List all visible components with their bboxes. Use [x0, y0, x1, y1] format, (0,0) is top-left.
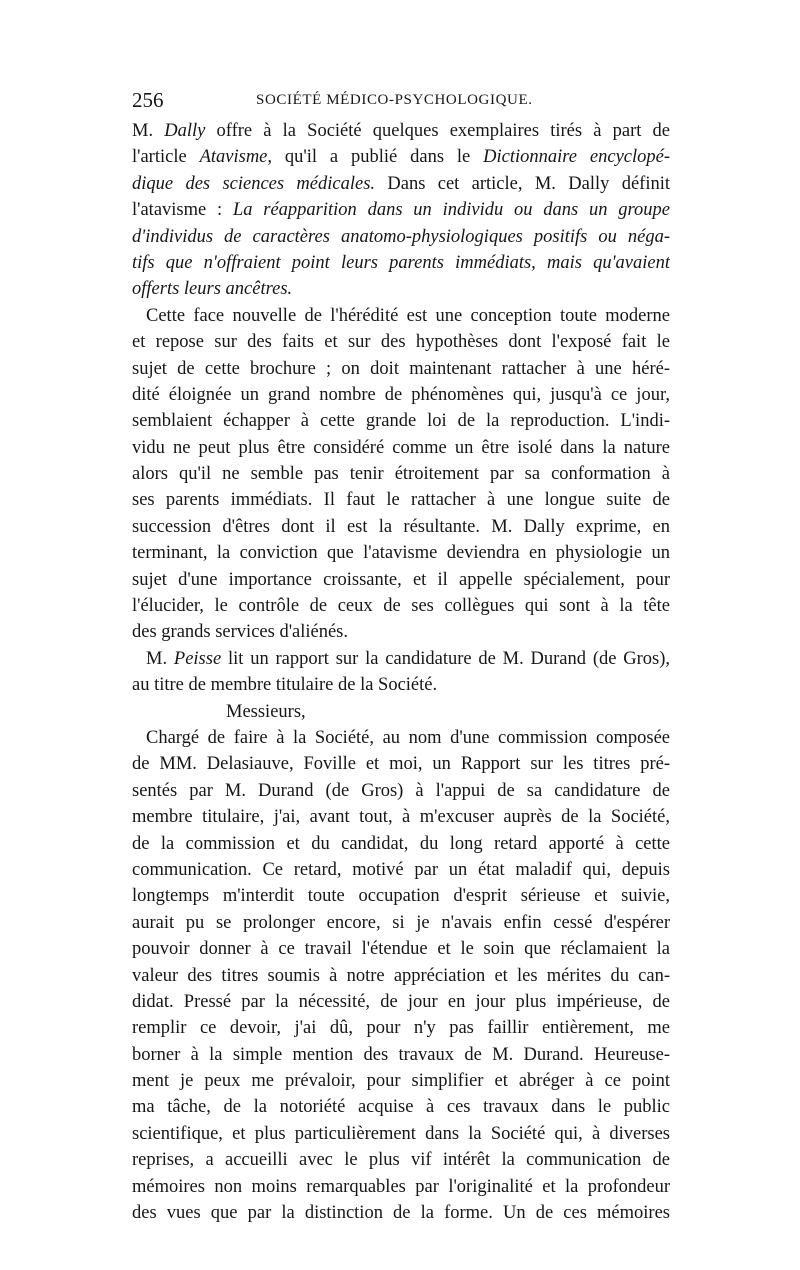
text-run: ses parents immédiats. Il faut le rattacher à une longue suite de: [132, 490, 670, 511]
text-line: [132, 1147, 670, 1173]
text-run: remplir ce devoir, j'ai dû, pour n'y pas faillir entièrement, me: [132, 1018, 670, 1039]
text-run: semblaient échapper à cette grande loi de la reproduction. L'indi-: [132, 411, 670, 432]
text-run: de la commission et du candidat, du long retard apporté à cette: [132, 833, 670, 854]
text-line: [132, 804, 670, 830]
text-line: [132, 1200, 670, 1226]
text-run: mémoires non moins remarquables par l'originalité et la profondeur: [132, 1176, 670, 1197]
text-line: [132, 1174, 670, 1200]
text-run: scientifique, et plus particulièrement dans la Société qui, à diverses: [132, 1123, 670, 1144]
text-line: [132, 1042, 670, 1068]
text-run: lit un rapport sur la candidature de M. Durand (de Gros),: [221, 648, 670, 669]
text-run: des vues que par la distinction de la forme. Un de ces mémoires: [132, 1203, 670, 1224]
italic-text: Dally: [164, 121, 206, 141]
text-line: [132, 356, 670, 382]
text-run: reprises, a accueilli avec le plus vif intérêt la communication de: [132, 1150, 670, 1171]
text-run: aurait pu se prolonger encore, si je n'avais enfin cessé d'espérer: [132, 912, 670, 933]
text-run: ma tâche, de la notoriété acquise à ces travaux dans le public: [132, 1097, 670, 1118]
text-line: [132, 144, 670, 170]
text-run: M.: [146, 648, 174, 669]
text-line: [132, 1121, 670, 1147]
text-line: [132, 382, 670, 408]
text-line: [132, 699, 670, 725]
italic-text: Atavisme,: [199, 147, 273, 168]
text-run: sujet de cette brochure ; on doit maintenant rattacher à une héré-: [132, 358, 670, 379]
text-run: Chargé de faire à la Société, au nom d'une commission composée: [146, 727, 670, 748]
text-line: [132, 461, 670, 487]
text-line: [132, 514, 670, 540]
italic-text: La réapparition dans un individu ou dans un groupe: [232, 200, 670, 221]
text-line: [132, 303, 670, 329]
italic-text: tifs que n'offraient point leurs parents immédiats, mais qu'avaient: [132, 252, 670, 273]
text-line: [132, 329, 670, 355]
italic-text: offerts leurs ancêtres.: [132, 279, 293, 300]
text-line: [132, 883, 670, 909]
text-run: succession d'êtres dont il est la résultante. M. Dally exprime, en: [132, 516, 670, 537]
text-run: Messieurs,: [226, 701, 306, 722]
text-line: [132, 118, 670, 144]
text-line: [132, 408, 670, 434]
text-run: l'article: [132, 147, 200, 168]
text-run: sujet d'une importance croissante, et il appelle spécialement, pour: [132, 569, 670, 590]
page-header: [132, 86, 670, 114]
text-line: [132, 672, 670, 698]
text-line: [132, 197, 670, 223]
text-line: [132, 593, 670, 619]
book-page: [132, 86, 670, 1226]
text-line: [132, 751, 670, 777]
text-line: [132, 276, 670, 302]
text-line: [132, 725, 670, 751]
text-line: [132, 1068, 670, 1094]
text-line: [132, 1094, 670, 1120]
text-line: [132, 224, 670, 250]
italic-text: d'individus de caractères anatomo-physiologiques positifs ou néga-: [132, 226, 670, 247]
text-run: borner à la simple mention des travaux de M. Durand. Heureuse-: [132, 1044, 670, 1065]
text-line: [132, 910, 670, 936]
text-run: l'atavisme :: [132, 200, 233, 221]
text-run: didat. Pressé par la nécessité, de jour en jour plus impérieuse, de: [132, 991, 670, 1012]
text-run: ment je peux me prévaloir, pour simplifier et abréger à ce point: [132, 1071, 670, 1092]
text-run: et repose sur des faits et sur des hypothèses dont l'exposé fait le: [132, 332, 670, 353]
italic-text: dique des sciences médicales.: [132, 173, 376, 194]
text-line: [132, 619, 670, 645]
text-run: qu'il a publié dans le: [272, 147, 484, 168]
text-run: au titre de membre titulaire de la Société.: [132, 675, 438, 696]
text-run: Cette face nouvelle de l'hérédité est une conception toute moderne: [146, 305, 670, 326]
text-run: offre à la Société quelques exemplaires tirés à part de: [205, 121, 670, 141]
text-run: l'élucider, le contrôle de ceux de ses collègues qui sont à la tête: [132, 596, 670, 617]
text-run: membre titulaire, j'ai, avant tout, à m'excuser auprès de la Société,: [132, 807, 670, 828]
italic-text: Peisse: [173, 648, 222, 669]
text-line: [132, 857, 670, 883]
text-line: [132, 1015, 670, 1041]
text-line: [132, 171, 670, 197]
text-run: pouvoir donner à ce travail l'étendue et le soin que réclamaient la: [132, 939, 670, 960]
text-run: Dans cet article, M. Dally définit: [375, 173, 670, 194]
text-run: longtemps m'interdit toute occupation d'esprit sérieuse et suivie,: [132, 886, 670, 907]
text-run: dité éloignée un grand nombre de phénomènes qui, jusqu'à ce jour,: [132, 384, 670, 405]
text-run: de MM. Delasiauve, Foville et moi, un Rapport sur les titres pré-: [132, 754, 670, 775]
text-run: communication. Ce retard, motivé par un état maladif qui, depuis: [132, 859, 670, 880]
text-line: [132, 963, 670, 989]
text-run: sentés par M. Durand (de Gros) à l'appui de sa candidature de: [132, 780, 670, 801]
text-run: valeur des titres soumis à notre appréciation et les mérites du can-: [132, 965, 670, 986]
page-number: 256: [132, 88, 164, 112]
text-line: [132, 989, 670, 1015]
text-line: [132, 831, 670, 857]
text-run: M.: [132, 121, 165, 141]
text-line: [132, 540, 670, 566]
text-run: des grands services d'aliénés.: [132, 622, 349, 643]
text-line: [132, 778, 670, 804]
text-line: [132, 646, 670, 672]
running-head: SOCIÉTÉ MÉDICO-PSYCHOLOGIQUE.: [256, 92, 533, 108]
body-text: [132, 118, 670, 1226]
text-line: [132, 250, 670, 276]
text-run: terminant, la conviction que l'atavisme deviendra en physiologie un: [132, 543, 670, 564]
text-line: [132, 435, 670, 461]
italic-text: Dictionnaire encyclopé-: [483, 147, 670, 168]
text-line: [132, 567, 670, 593]
text-line: [132, 936, 670, 962]
text-line: [132, 487, 670, 513]
text-run: alors qu'il ne semble pas tenir étroitement par sa conformation à: [132, 464, 670, 485]
text-run: vidu ne peut plus être considéré comme un être isolé dans la nature: [132, 437, 670, 458]
